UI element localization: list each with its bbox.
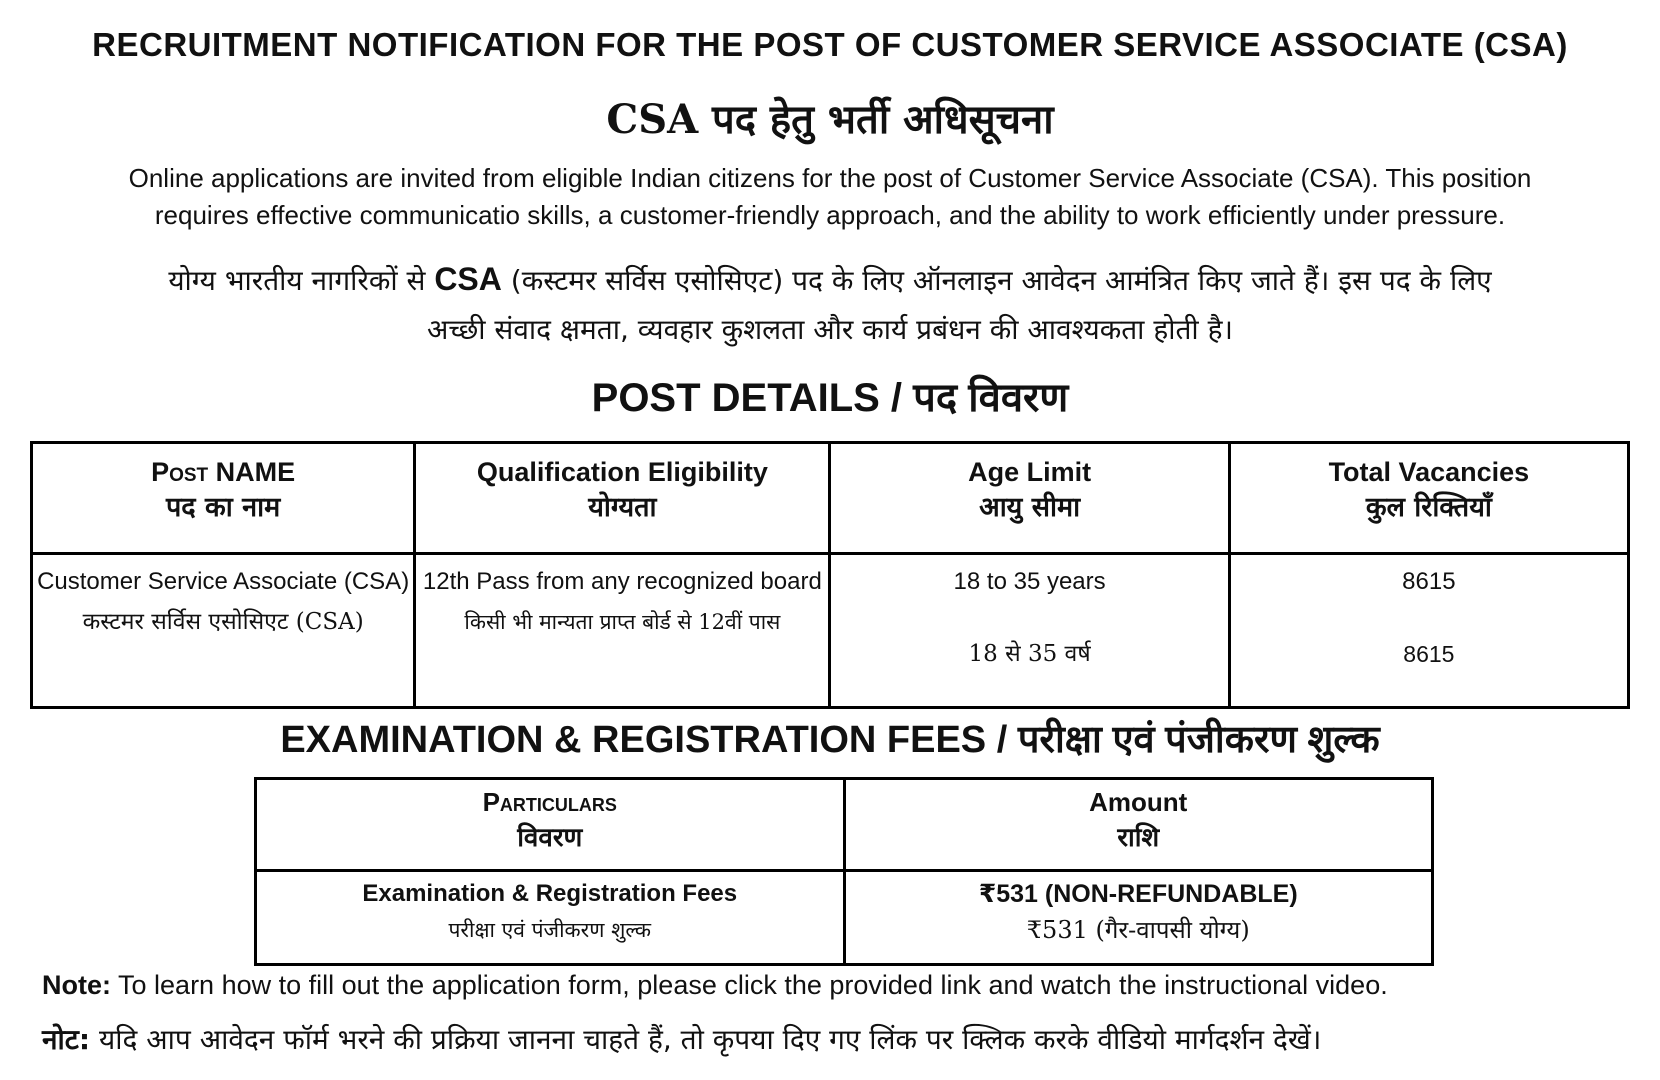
intro-hindi-suffix: (कस्टमर सर्विस एसोसिएट) पद के लिए ऑनलाइन आवेदन आमंत्रित किए जाते हैं। इस पद के लिए — [510, 264, 1492, 297]
note-english — [42, 970, 1642, 1001]
value-en: Examination & Registration Fees — [362, 880, 738, 907]
header-particulars — [256, 779, 845, 871]
table-row — [32, 554, 1629, 708]
intro-english-line-2: requires effective communicatio skills, a customer-friendly approach, and the ability to work efficiently under pressure. — [154, 200, 1506, 230]
header-hi: आयु सीमा — [979, 492, 1081, 523]
cell-vacancies — [1229, 554, 1628, 708]
post-details-heading: POST DETAILS / पद विवरण — [591, 376, 1069, 420]
cell-amount — [844, 871, 1433, 965]
header-en: Qualification Eligibility — [476, 457, 768, 487]
intro-hindi-line-1 — [20, 255, 1640, 305]
value-hi: ₹531 (गैर-वापसी योग्य) — [1026, 916, 1250, 944]
header-qualification — [415, 443, 830, 554]
header-hi: विवरण — [517, 823, 583, 853]
value-en: ₹531 (NON-REFUNDABLE) — [978, 880, 1298, 908]
cell-particulars — [256, 871, 845, 965]
table-row — [256, 871, 1433, 965]
note-hindi-text: यदि आप आवेदन फॉर्म भरने की प्रक्रिया जानना चाहते हैं, तो कृपया दिए गए लिंक पर क्लिक करके वीडियो मार्गदर्शन देखें। — [99, 1023, 1322, 1056]
header-en: Amount — [1089, 787, 1188, 817]
header-hi: योग्यता — [588, 492, 657, 523]
header-hi: राशि — [1117, 823, 1160, 853]
value-hi: किसी भी मान्यता प्राप्त बोर्ड से 12वीं पास — [464, 610, 781, 634]
page-title-english: RECRUITMENT NOTIFICATION FOR THE POST OF CUSTOMER SERVICE ASSOCIATE (CSA) — [92, 26, 1568, 63]
fees-heading: EXAMINATION & REGISTRATION FEES / परीक्षा एवं पंजीकरण शुल्क — [280, 719, 1380, 761]
intro-english-line-1: Online applications are invited from eligible Indian citizens for the post of Customer Service Associate (CSA). This position — [128, 163, 1532, 193]
table-header-row — [256, 779, 1433, 871]
header-post-name — [32, 443, 415, 554]
header-en: Post NAME — [151, 457, 296, 487]
intro-english — [30, 160, 1630, 234]
intro-hindi-csa: CSA — [434, 261, 502, 297]
value-en: 18 to 35 years — [953, 568, 1106, 595]
cell-post-name — [32, 554, 415, 708]
cell-age-limit — [830, 554, 1229, 708]
intro-hindi-line-2: अच्छी संवाद क्षमता, व्यवहार कुशलता और कार्य प्रबंधन की आवश्यकता होती है। — [426, 313, 1234, 346]
header-en: Age Limit — [968, 457, 1092, 487]
header-en: Total Vacancies — [1328, 457, 1530, 487]
post-details-table — [30, 441, 1630, 709]
note-english-label: Note: — [42, 970, 111, 1000]
value-en: 8615 — [1402, 568, 1456, 595]
header-hi: पद का नाम — [165, 492, 281, 523]
intro-hindi — [20, 255, 1640, 354]
header-amount — [844, 779, 1433, 871]
cell-qualification — [415, 554, 830, 708]
header-hi: कुल रिक्तियाँ — [1365, 492, 1492, 523]
header-vacancies — [1229, 443, 1628, 554]
header-en: Particulars — [482, 787, 617, 817]
value-hi: 8615 — [1403, 641, 1455, 667]
value-hi: कस्टमर सर्विस एसोसिएट (CSA) — [82, 609, 364, 635]
page-title-hindi: CSA पद हेतु भर्ती अधिसूचना — [606, 96, 1054, 143]
value-hi: परीक्षा एवं पंजीकरण शुल्क — [448, 918, 651, 942]
table-header-row — [32, 443, 1629, 554]
note-english-text: To learn how to fill out the application form, please click the provided link and watch the instructional video. — [118, 970, 1388, 1000]
value-en: Customer Service Associate (CSA) — [37, 568, 410, 595]
value-hi: 18 से 35 वर्ष — [968, 641, 1091, 667]
intro-hindi-prefix: योग्य भारतीय नागरिकों से — [168, 264, 426, 297]
header-age-limit — [830, 443, 1229, 554]
note-hindi — [42, 1020, 1642, 1058]
fees-table — [254, 777, 1434, 966]
value-en: 12th Pass from any recognized board — [422, 568, 822, 595]
note-hindi-label: नोट: — [42, 1023, 91, 1056]
